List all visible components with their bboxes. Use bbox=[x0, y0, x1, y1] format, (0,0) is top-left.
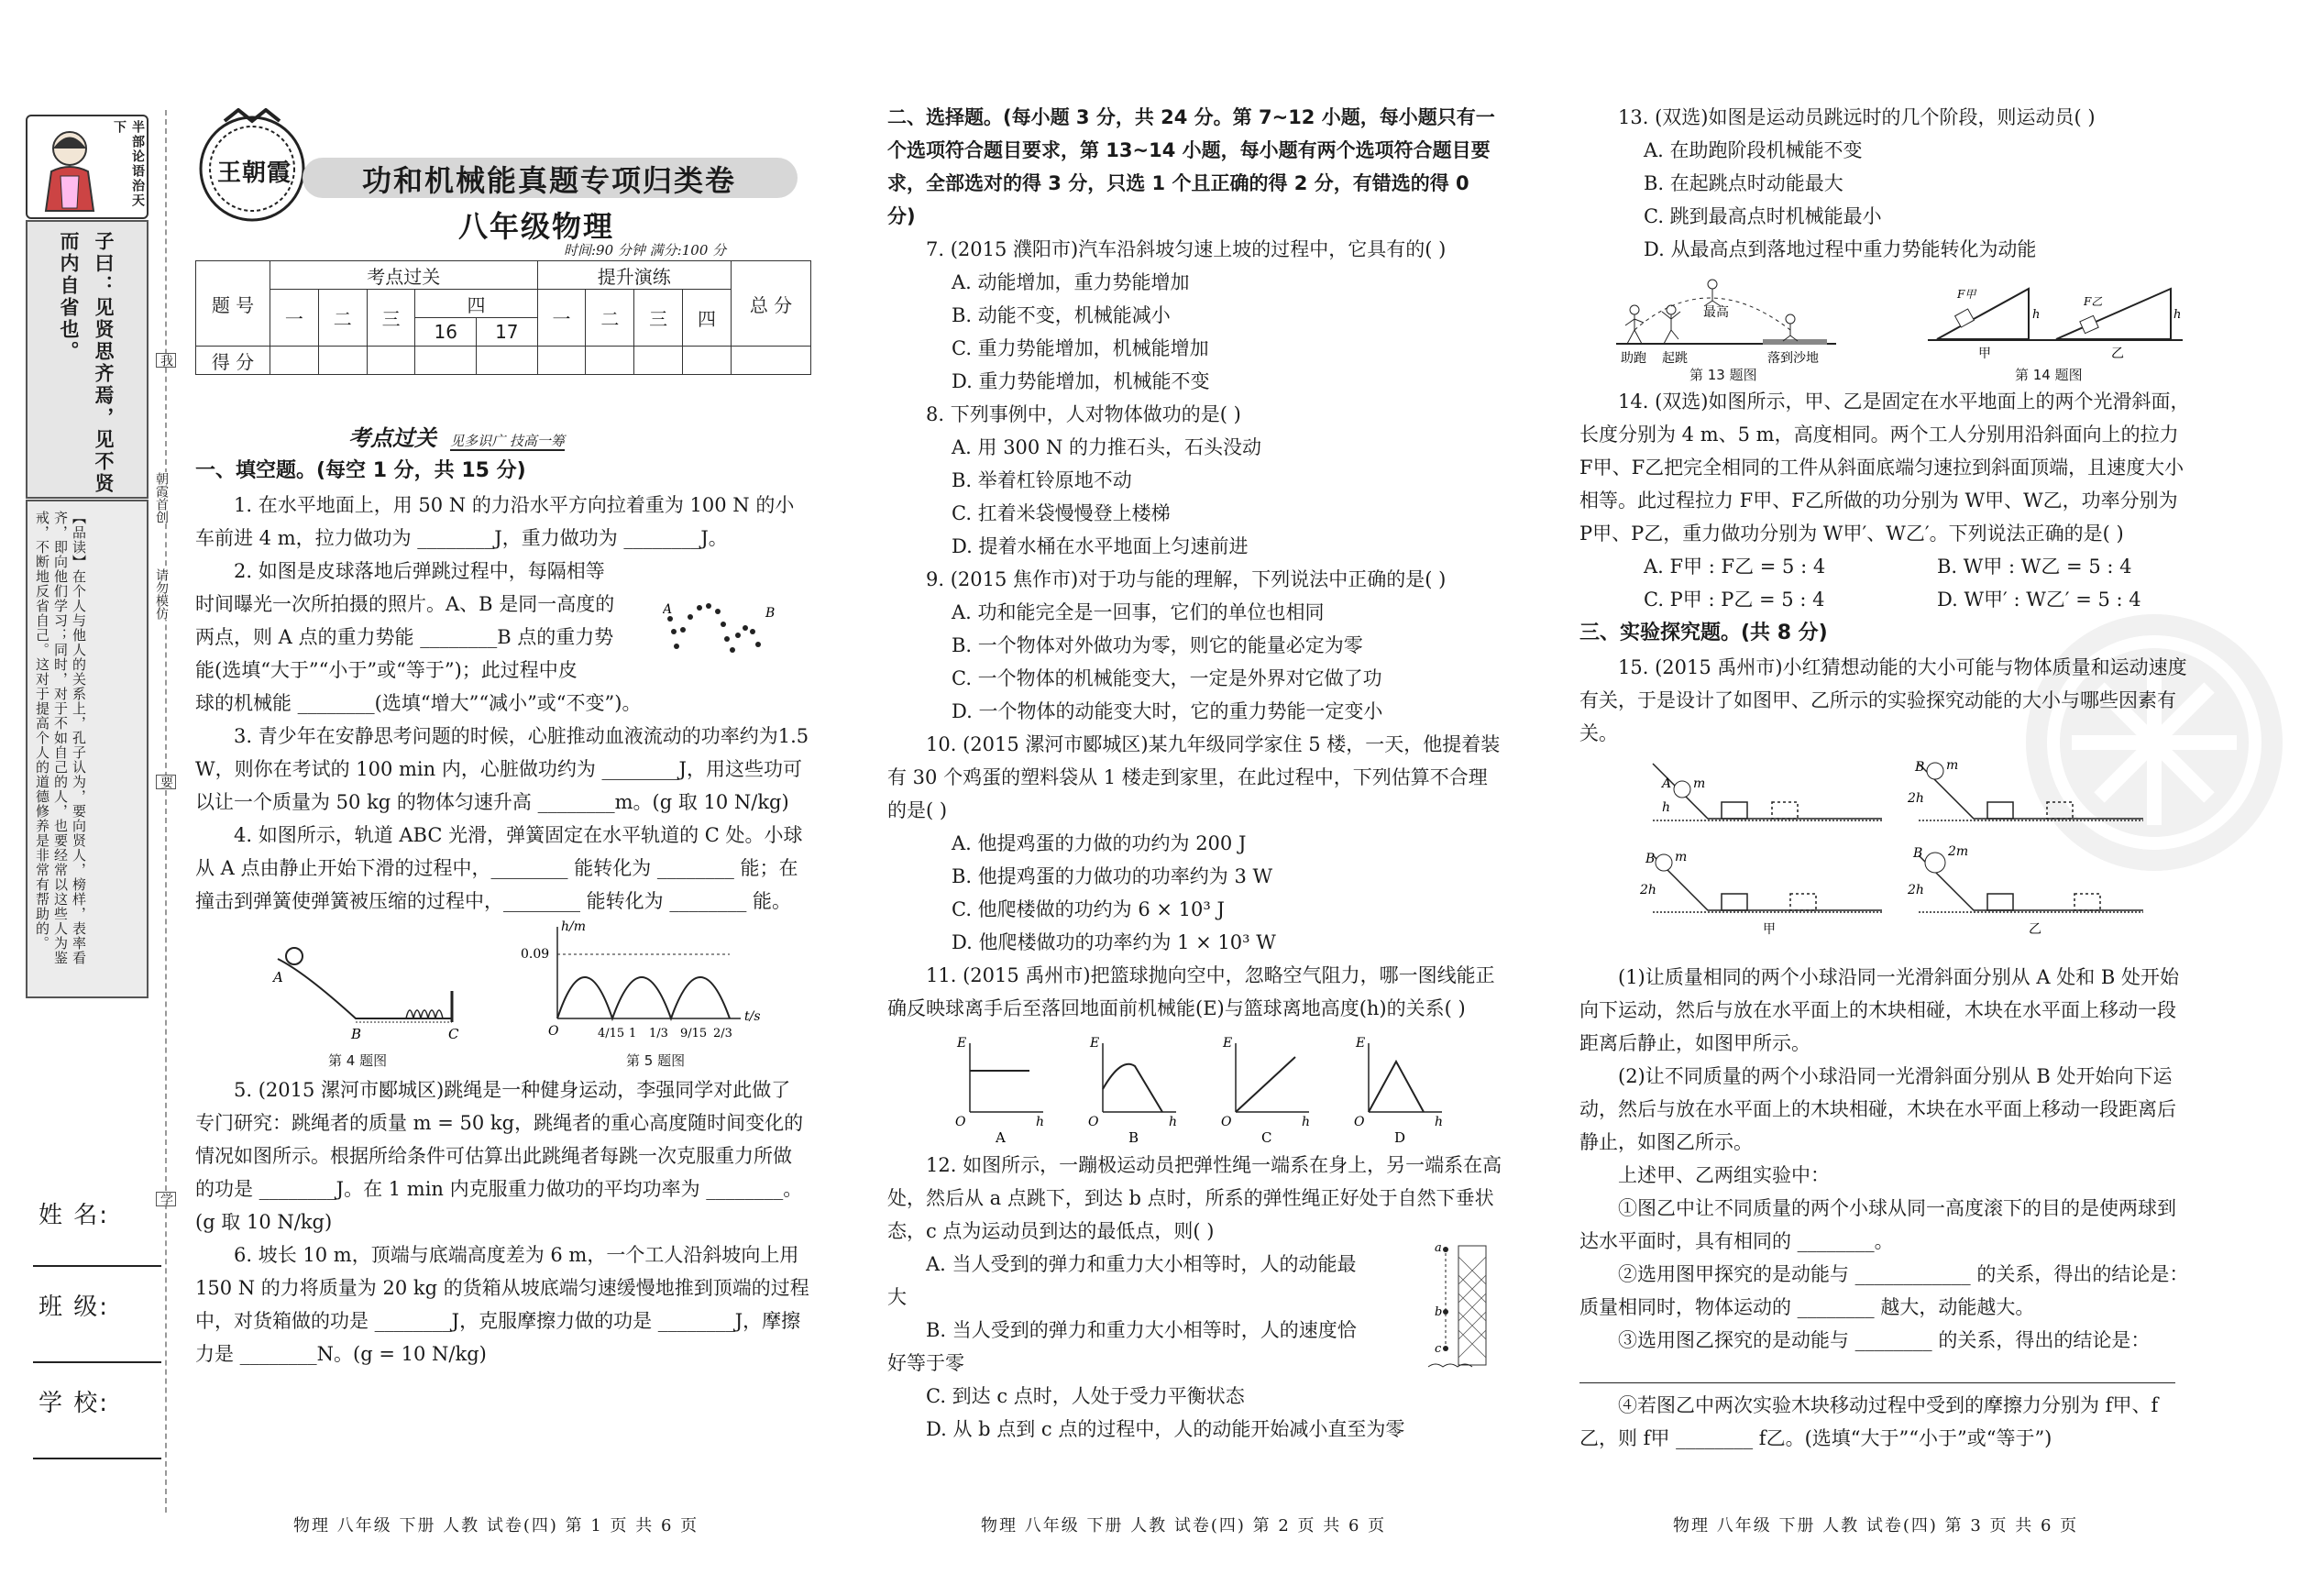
height-label: h bbox=[2173, 308, 2182, 322]
exp-label: 2h bbox=[1908, 791, 1924, 806]
sidebar-quote-box bbox=[26, 220, 149, 499]
question-15-1: (1)让质量相同的两个小球沿同一光滑斜面分别从 A 处和 B 处开始向下运动，然后与放在水平面上的木块相碰，木块在水平面上移动一段距离后静止，如图甲所示。 bbox=[1579, 966, 2180, 1054]
question-15: 15. (2015 禹州市)小红猜想动能的大小可能与物体质量和运动速度有关，于是设计了如图甲、乙所示的实验探究动能的大小与哪些因素有关。 bbox=[1579, 656, 2187, 744]
bouncing-ball-figure bbox=[663, 591, 782, 665]
question-10: 10. (2015 漯河市郾城区)某九年级同学家住 5 楼，一天，他提着装有 30 个鸡蛋的塑料袋从 1 楼走到家里，在此过程中，下列估算不合理的是( ) bbox=[887, 733, 1501, 821]
axis-o: O bbox=[1354, 1115, 1365, 1129]
score-cell[interactable] bbox=[537, 347, 586, 375]
q10-option-d[interactable]: D. 他爬楼做功的功率约为 1 × 10³ W bbox=[952, 931, 1276, 953]
g2-col-3: 三 bbox=[634, 290, 683, 347]
name-field[interactable] bbox=[33, 1265, 161, 1267]
page-2-footer: 物理 八年级 下册 人教 试卷(四) 第 2 页 共 6 页 bbox=[981, 1516, 1387, 1535]
sidebar-pindu-box bbox=[26, 500, 149, 998]
exp-label: B bbox=[1913, 846, 1923, 861]
q12-option-d[interactable]: D. 从 b 点到 c 点的过程中，人的动能开始减小直至为零 bbox=[926, 1418, 1405, 1440]
force-label: F乙 bbox=[2084, 295, 2103, 308]
exp-label: B bbox=[1645, 852, 1656, 866]
graph-tick: 1 bbox=[629, 1027, 637, 1040]
exp-label: m bbox=[1946, 758, 1959, 773]
question-11: 11. (2015 禹州市)把篮球抛向空中，忽略空气阻力，哪一图线能正确反映球离手后至落回地面前机械能(E)与篮球离地高度(h)的关系( ) bbox=[887, 964, 1495, 1019]
graph-tick: 2/3 bbox=[713, 1027, 732, 1040]
svg-text:A: A bbox=[663, 602, 673, 617]
section-banner bbox=[348, 420, 678, 451]
group-1-head: 考点过关 bbox=[270, 261, 538, 290]
sidebar-motto: 半部论语治天下 bbox=[112, 120, 145, 208]
class-label: 班 级: bbox=[39, 1293, 110, 1321]
plane-label: 乙 bbox=[2111, 347, 2124, 361]
logo bbox=[188, 108, 316, 227]
question-3: 3. 青少年在安静思考问题的时候，心脏推动血液流动的功率约为1.5 W，则你在考试的 100 min 内，心脏做功约为 ________J，用这些功可以让一个质量为 50 kg 的物体匀速升高 ________m。(g 取 10 N/kg) bbox=[195, 725, 809, 813]
question-2-line-5: 球的机械能 ________(选填“增大”“减小”或“不变”)。 bbox=[195, 692, 642, 714]
exp-label: m bbox=[1693, 776, 1706, 791]
question-9: 9. (2015 焦作市)对于功与能的理解，下列说法中正确的是( ) bbox=[926, 568, 1447, 590]
question-15-c: ③选用图乙探究的是动能与 ________ 的关系，得出的结论是： bbox=[1618, 1329, 2151, 1351]
exp-label: 2h bbox=[1908, 883, 1924, 897]
question-2-line-3: 两点，则 A 点的重力势能 ________B 点的重力势 bbox=[195, 626, 614, 648]
section-banner-slogan: 见多识广 技高一筹 bbox=[450, 433, 565, 449]
jump-label: 落到沙地 bbox=[1767, 351, 1819, 366]
q9-option-a[interactable]: A. 功和能完全是一回事，它们的单位也相同 bbox=[952, 601, 1325, 623]
q13-option-b[interactable]: B. 在起跳点时动能最大 bbox=[1644, 172, 1843, 194]
class-field[interactable] bbox=[33, 1361, 161, 1363]
exp-label: 甲 bbox=[1763, 922, 1776, 937]
group-2-head: 提升演练 bbox=[537, 261, 731, 290]
bungee-figure bbox=[1424, 1238, 1497, 1376]
question-8: 8. 下列事例中，人对物体做功的是( ) bbox=[926, 403, 1241, 425]
section-1-heading: 一、填空题。(每空 1 分，共 15 分) bbox=[195, 459, 526, 482]
time-info: 时间:90 分钟 满分:100 分 bbox=[564, 242, 727, 259]
q8-option-a[interactable]: A. 用 300 N 的力推石头，石头没动 bbox=[952, 436, 1261, 458]
point-label: c bbox=[1435, 1342, 1442, 1356]
g1-col-3: 三 bbox=[367, 290, 415, 347]
q12-option-c[interactable]: C. 到达 c 点时，人处于受力平衡状态 bbox=[926, 1385, 1245, 1407]
g2-col-4: 四 bbox=[683, 290, 732, 347]
g1-col-2: 二 bbox=[318, 290, 367, 347]
figure-13-caption: 第 13 题图 bbox=[1689, 367, 1757, 383]
name-label: 姓 名: bbox=[39, 1202, 110, 1229]
svg-text:O: O bbox=[548, 1024, 559, 1039]
inclined-planes-figure bbox=[1928, 270, 2184, 362]
score-cell[interactable] bbox=[318, 347, 367, 375]
sidebar bbox=[26, 115, 145, 1417]
page-subtitle: 八年级物理 bbox=[458, 209, 615, 244]
point-label: a bbox=[1435, 1241, 1442, 1255]
axis-e: E bbox=[1356, 1036, 1366, 1051]
score-cell[interactable] bbox=[586, 347, 634, 375]
score-cell[interactable] bbox=[477, 347, 538, 375]
question-1: 1. 在水平地面上，用 50 N 的力沿水平方向拉着重为 100 N 的小车前进 4 m，拉力做功为 ________J，重力做功为 ________J。 bbox=[195, 494, 795, 549]
q7-option-c[interactable]: C. 重力势能增加，机械能增加 bbox=[952, 337, 1209, 359]
graph-peak-value: 0.09 bbox=[521, 947, 550, 962]
graph-tick: 9/15 bbox=[680, 1027, 708, 1040]
axis-o: O bbox=[955, 1115, 966, 1129]
graph-tick: 4/15 bbox=[598, 1027, 625, 1040]
exp-label: 2m bbox=[1948, 844, 1969, 859]
score-cell[interactable] bbox=[270, 347, 319, 375]
graph-x-label: t/s bbox=[744, 1009, 761, 1024]
q14-option-c[interactable]: C. P甲 : P乙 = 5 : 4 bbox=[1644, 589, 1825, 611]
logo-text: 王朝霞 bbox=[217, 160, 292, 187]
jump-height-graph bbox=[521, 918, 796, 1046]
question-13: 13. (双选)如图是运动员跳远时的几个阶段，则运动员( ) bbox=[1618, 106, 2096, 128]
question-7: 7. (2015 濮阳市)汽车沿斜坡匀速上坡的过程中，它具有的( ) bbox=[926, 238, 1447, 260]
q13-option-d[interactable]: D. 从最高点到落地过程中重力势能转化为动能 bbox=[1644, 238, 2037, 260]
page-3-footer: 物理 八年级 下册 人教 试卷(四) 第 3 页 共 6 页 bbox=[1673, 1516, 2079, 1535]
q9-option-c[interactable]: C. 一个物体的机械能变大，一定是外界对它做了功 bbox=[952, 667, 1382, 689]
g2-col-2: 二 bbox=[586, 290, 634, 347]
axis-o: O bbox=[1221, 1115, 1232, 1129]
q12-option-b[interactable]: B. 当人受到的弹力和重力大小相等时，人的速度恰好等于零 bbox=[887, 1319, 1357, 1374]
height-label: h bbox=[2032, 308, 2041, 322]
svg-text:B: B bbox=[765, 606, 776, 621]
exp-label: 乙 bbox=[2029, 922, 2041, 937]
question-2-line-1: 2. 如图是皮球落地后弹跳过程中，每隔相等 bbox=[234, 560, 605, 582]
row-label-number: 题 号 bbox=[196, 261, 270, 347]
page2-column bbox=[887, 101, 1503, 1446]
q8-option-b[interactable]: B. 举着杠铃原地不动 bbox=[952, 469, 1132, 491]
page1-column bbox=[195, 454, 809, 1370]
sidebar-quote-line2: 而内自省也。 bbox=[58, 231, 80, 363]
question-6: 6. 坡长 10 m，顶端与底端高度差为 6 m，一个工人沿斜坡向上用 150 N 的力将质量为 20 kg 的货箱从坡底端匀速缓慢地推到顶端的过程中，对货箱做的功是 ________J，克服摩擦力做的功是 ________J，摩擦力是 ________N。(g = 10 N/kg) bbox=[195, 1244, 809, 1365]
score-cell[interactable] bbox=[683, 347, 732, 375]
axis-e: E bbox=[1223, 1036, 1233, 1051]
section-banner-title: 考点过关 bbox=[348, 424, 436, 451]
question-12: 12. 如图所示，一蹦极运动员把弹性绳一端系在身上，另一端系在高处，然后从 a 点跳下，到达 b 点时，所系的弹性绳正好处于自然下垂状态，c 点为运动员到达的最低点，则( ) bbox=[887, 1154, 1502, 1242]
figure-14-caption: 第 14 题图 bbox=[2015, 367, 2083, 383]
section-2-heading: 二、选择题。(每小题 3 分，共 24 分。第 7~12 小题，每小题只有一个选项符合题目要求，第 13~14 小题，每小题有两个选项符合题目要求，全部选对的得 3 分，只选 1 个且正确的得 2 分，有错选的得 0 分) bbox=[887, 106, 1495, 227]
question-15-a: ①图乙中让不同质量的两个小球从同一高度滚下的目的是使两球到达水平面时，具有相同的 ________。 bbox=[1579, 1197, 2176, 1252]
total-head: 总 分 bbox=[732, 261, 811, 347]
q13-option-a[interactable]: A. 在助跑阶段机械能不变 bbox=[1644, 139, 1863, 161]
axis-h: h bbox=[1435, 1115, 1444, 1129]
q8-option-d[interactable]: D. 提着水桶在水平地面上匀速前进 bbox=[952, 535, 1249, 557]
figure-4-caption: 第 4 题图 bbox=[328, 1052, 388, 1069]
q13-option-c[interactable]: C. 跳到最高点时机械能最小 bbox=[1644, 205, 1882, 227]
page-1-footer: 物理 八年级 下册 人教 试卷(四) 第 1 页 共 6 页 bbox=[293, 1516, 699, 1535]
graph-tick: 1/3 bbox=[649, 1027, 668, 1040]
question-15-b: ②选用图甲探究的是动能与 ____________ 的关系，得出的结论是：质量相同时，物体运动的 ________ 越大，动能越大。 bbox=[1579, 1263, 2189, 1318]
option-label: A bbox=[996, 1129, 1006, 1144]
q14-option-b[interactable]: B. W甲 : W乙 = 5 : 4 bbox=[1937, 556, 2132, 578]
plane-label: 甲 bbox=[1978, 347, 1991, 361]
option-label: C bbox=[1261, 1129, 1272, 1144]
q9-option-d[interactable]: D. 一个物体的动能变大时，它的重力势能一定变小 bbox=[952, 700, 1383, 722]
q14-option-a[interactable]: A. F甲 : F乙 = 5 : 4 bbox=[1644, 556, 1826, 578]
page-title: 功和机械能真题专项归类卷 bbox=[362, 163, 737, 198]
question-2-line-2: 时间曝光一次所拍摄的照片。A、B 是同一高度的 bbox=[195, 593, 615, 615]
row-label-score: 得 分 bbox=[196, 347, 270, 375]
score-cell[interactable] bbox=[415, 347, 477, 375]
g1-col-1: 一 bbox=[270, 290, 319, 347]
fold-mark-3: 学 bbox=[156, 1192, 176, 1206]
exp-label: m bbox=[1675, 850, 1688, 864]
exp-label: A bbox=[1662, 776, 1672, 791]
q11-graph-a[interactable] bbox=[952, 1034, 1052, 1144]
question-5: 5. (2015 漯河市郾城区)跳绳是一种健身运动，李强同学对此做了专门研究：跳绳者的质量 m = 50 kg，跳绳者的重心高度随时间变化的情况如图所示。根据所给条件可估算出此跳绳者每跳一次克服重力所做的功是 ________J。在 1 min 内克服重力做功的平均功率为 ________。(g 取 10 N/kg) bbox=[195, 1079, 804, 1233]
axis-e: E bbox=[957, 1036, 967, 1051]
sidebar-top-box bbox=[26, 115, 149, 219]
fold-text-1: 朝霞首创 bbox=[154, 472, 169, 523]
exp-label: 2h bbox=[1640, 883, 1656, 897]
g2-col-1: 一 bbox=[537, 290, 586, 347]
q10-option-a[interactable]: A. 他提鸡蛋的力做的功约为 200 J bbox=[952, 832, 1247, 854]
question-14: 14. (双选)如图所示，甲、乙是固定在水平地面上的两个光滑斜面，长度分别为 4 m、5 m，高度相同。两个工人分别用沿斜面向上的拉力 F甲、F乙把完全相同的工件从斜面底端匀速拉到斜面顶端，且速度大小相等。此过程拉力 F甲、F乙所做的功分别为 W甲、W乙，功率分别为 P甲、P乙，重力做功分别为 W甲′、W乙′。下列说法正确的是( ) bbox=[1579, 391, 2190, 545]
confucius-icon bbox=[33, 121, 106, 213]
exp-label: B bbox=[1915, 760, 1925, 775]
jump-label: 最高 bbox=[1703, 305, 1729, 320]
g1-col-4: 四 bbox=[415, 290, 537, 318]
q10-option-c[interactable]: C. 他爬楼做的功约为 6 × 10³ J bbox=[952, 898, 1225, 920]
g1-sub-1: 16 bbox=[415, 318, 477, 347]
school-label: 学 校: bbox=[39, 1390, 110, 1417]
fold-mark-2: 要 bbox=[156, 775, 176, 789]
page3-column bbox=[1579, 101, 2194, 1455]
fold-mark-1: 我 bbox=[156, 353, 176, 368]
svg-text:A: A bbox=[273, 969, 283, 985]
g1-sub-2: 17 bbox=[477, 318, 538, 347]
track-figure bbox=[269, 927, 479, 1046]
svg-text:C: C bbox=[448, 1026, 459, 1042]
point-label: b bbox=[1435, 1305, 1443, 1319]
jump-label: 助跑 bbox=[1621, 351, 1646, 366]
q12-option-a[interactable]: A. 当人受到的弹力和重力大小相等时，人的动能最大 bbox=[887, 1253, 1357, 1308]
axis-h: h bbox=[1169, 1115, 1178, 1129]
score-table bbox=[195, 260, 811, 375]
axis-h: h bbox=[1302, 1115, 1311, 1129]
q10-option-b[interactable]: B. 他提鸡蛋的力做功的功率约为 3 W bbox=[952, 865, 1273, 887]
axis-o: O bbox=[1088, 1115, 1099, 1129]
force-label: F甲 bbox=[1957, 288, 1976, 301]
score-cell[interactable] bbox=[732, 347, 811, 375]
option-label: B bbox=[1128, 1129, 1139, 1144]
q11-graph-d[interactable] bbox=[1350, 1034, 1451, 1144]
option-label: D bbox=[1394, 1129, 1406, 1144]
axis-e: E bbox=[1090, 1036, 1100, 1051]
question-15-d: ④若图乙中两次实验木块移动过程中受到的摩擦力分别为 f甲、f乙，则 f甲 ________ f乙。(选填“大于”“小于”或“等于”) bbox=[1579, 1394, 2159, 1449]
q14-option-d[interactable]: D. W甲′ : W乙′ = 5 : 4 bbox=[1937, 589, 2141, 611]
sidebar-pindu: 【品读】在个人与他人的关系上，孔子认为，要向贤人，榜样，表率看齐，即向他们学习；同时，对于不如自己的人，也要经常以这些人为鉴戒，不断地反省自己。这对于提高个人的道德修养是非常有帮助的。 bbox=[34, 511, 87, 965]
axis-h: h bbox=[1036, 1115, 1045, 1129]
long-jump-figure bbox=[1616, 275, 1845, 367]
score-cell[interactable] bbox=[367, 347, 415, 375]
exp-label: h bbox=[1662, 800, 1671, 815]
figure-5-caption: 第 5 题图 bbox=[626, 1052, 686, 1069]
experiment-figure bbox=[1634, 754, 2148, 961]
question-2-line-4: 能(选填“大于”“小于”或“等于”)；此过程中皮 bbox=[195, 659, 578, 681]
school-field[interactable] bbox=[33, 1458, 161, 1459]
jump-label: 起跳 bbox=[1662, 351, 1688, 366]
answer-line[interactable] bbox=[1579, 1357, 2175, 1383]
fold-text-2: 请勿模仿 bbox=[154, 568, 169, 620]
fold-line bbox=[165, 110, 167, 1513]
q7-option-d[interactable]: D. 重力势能增加，机械能不变 bbox=[952, 370, 1210, 392]
q7-option-a[interactable]: A. 动能增加，重力势能增加 bbox=[952, 271, 1190, 293]
section-3-heading: 三、实验探究题。(共 8 分) bbox=[1579, 622, 1828, 644]
q9-option-b[interactable]: B. 一个物体对外做功为零，则它的能量必定为零 bbox=[952, 634, 1363, 656]
question-4: 4. 如图所示，轨道 ABC 光滑，弹簧固定在水平轨道的 C 处。小球从 A 点由静止开始下滑的过程中，________ 能转化为 ________ 能；在撞击到弹簧使弹簧被压缩的过程中，________ 能转化为 ________ 能。 bbox=[195, 824, 803, 912]
sidebar-quote-line1: 子曰：见贤思齐焉，见不贤 bbox=[93, 231, 115, 495]
q8-option-c[interactable]: C. 扛着米袋慢慢登上楼梯 bbox=[952, 502, 1171, 524]
q11-graph-c[interactable] bbox=[1217, 1034, 1318, 1144]
score-cell[interactable] bbox=[634, 347, 683, 375]
q11-graph-b[interactable] bbox=[1084, 1034, 1185, 1144]
q7-option-b[interactable]: B. 动能不变，机械能减小 bbox=[952, 304, 1171, 326]
question-15-2: (2)让不同质量的两个小球沿同一光滑斜面分别从 B 处开始向下运动，然后与放在水平面上的木块相碰，木块在水平面上移动一段距离后静止，如图乙所示。 bbox=[1579, 1065, 2176, 1153]
graph-y-label: h/m bbox=[561, 919, 587, 934]
question-15-intro: 上述甲、乙两组实验中： bbox=[1618, 1164, 1830, 1186]
svg-text:B: B bbox=[351, 1026, 362, 1042]
